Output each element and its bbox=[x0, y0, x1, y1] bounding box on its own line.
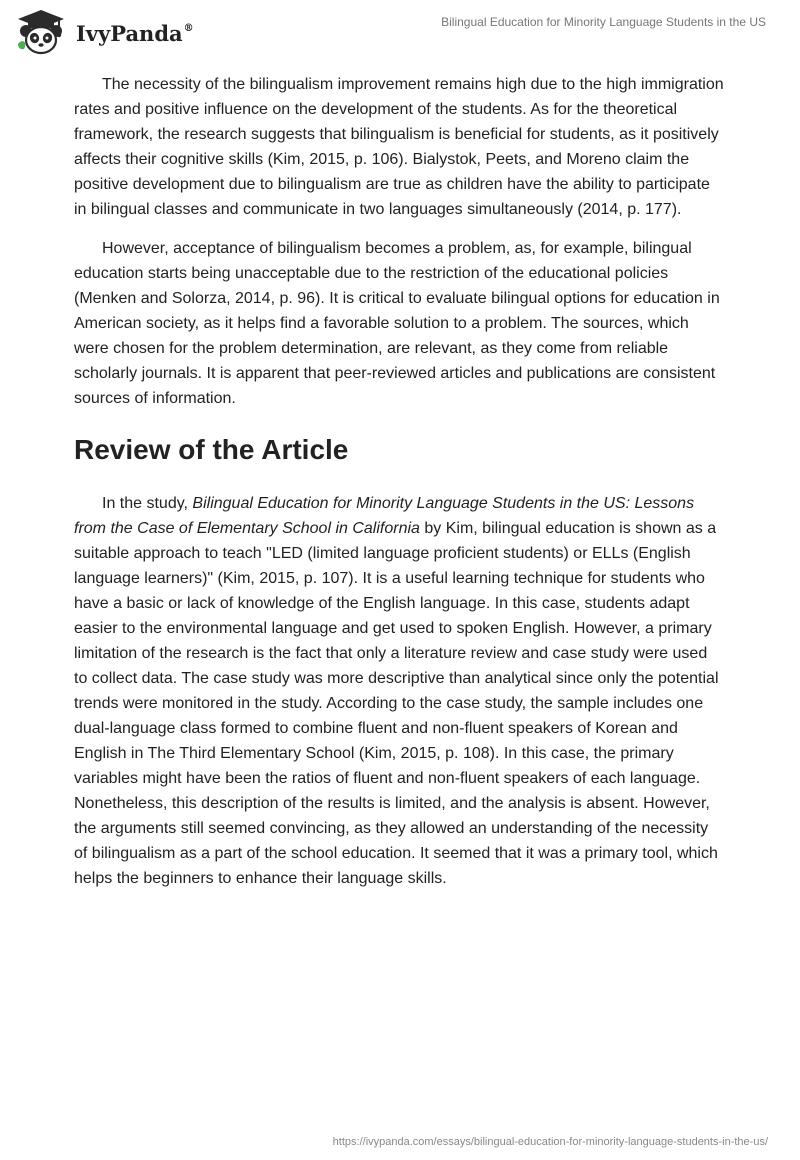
paragraph bbox=[74, 491, 724, 891]
page-header bbox=[0, 0, 800, 62]
logo-text: IvyPanda® bbox=[76, 20, 194, 46]
section-heading: Review of the Article bbox=[74, 434, 349, 465]
paragraph: The necessity of the bilingualism improvement remains high due to the high immigration rates and positive influence on the development of the students. As for the theoretical framework, the research suggests that bilingualism is beneficial for students, as it positively affects their cognitive skills (Kim, 2015, p. 106). Bialystok, Peets, and Moreno claim the positive development due to bilingualism are true as children have the ability to participate in bilingual classes and communicate in two languages simultaneously (2014, p. 177). bbox=[74, 76, 724, 218]
paragraph: However, acceptance of bilingualism becomes a problem, as, for example, bilingual education starts being unacceptable due to the restriction of the educational policies (Menken and Solorza, 2014, p. 96). It is critical to evaluate bilingual options for education in American society, as it helps find a favorable solution to a problem. The sources, which were chosen for the problem determination, are relevant, as they come from reliable scholarly journals. It is apparent that peer-reviewed articles and publications are consistent sources of information. bbox=[74, 240, 720, 407]
essay-content bbox=[74, 72, 724, 905]
panda-graduate-icon bbox=[14, 8, 68, 56]
document-title: Bilingual Education for Minority Language Students in the US bbox=[441, 15, 766, 29]
logo[interactable] bbox=[14, 8, 194, 56]
source-url[interactable]: https://ivypanda.com/essays/bilingual-education-for-minority-language-students-in-the-us/ bbox=[332, 1136, 768, 1148]
paragraph-intro: In the study, bbox=[102, 495, 193, 512]
paragraph-body: by Kim, bilingual education is shown as a suitable approach to teach "LED (limited language proficient students) or ELLs (English language learners)" (Kim, 2015, p. 107). It is a useful learning technique for students who have a basic or lack of knowledge of the English language. In this case, students adapt easier to the environmental language and get used to spoken English. However, a primary limitation of the research is the fact that only a literature review and case study were used to collect data. The case study was more descriptive than analytical since only the potential trends were monitored in the study. According to the case study, the sample includes one dual-language class formed to combine fluent and non-fluent speakers of Korean and English in The Third Elementary School (Kim, 2015, p. 108). In this case, the primary variables might have been the ratios of fluent and non-fluent speakers of each language. Nonetheless, this description of the results is limited, and the analysis is absent. However, the arguments still seemed convincing, as they allowed an understanding of the necessity of bilingualism as a part of the school education. It seemed that it was a primary tool, which helps the beginners to enhance their language skills. bbox=[74, 520, 719, 887]
article-title: Bilingual Education for Minority Language Students in the US: Lessons from the Case of Elementary School in California bbox=[74, 495, 695, 537]
